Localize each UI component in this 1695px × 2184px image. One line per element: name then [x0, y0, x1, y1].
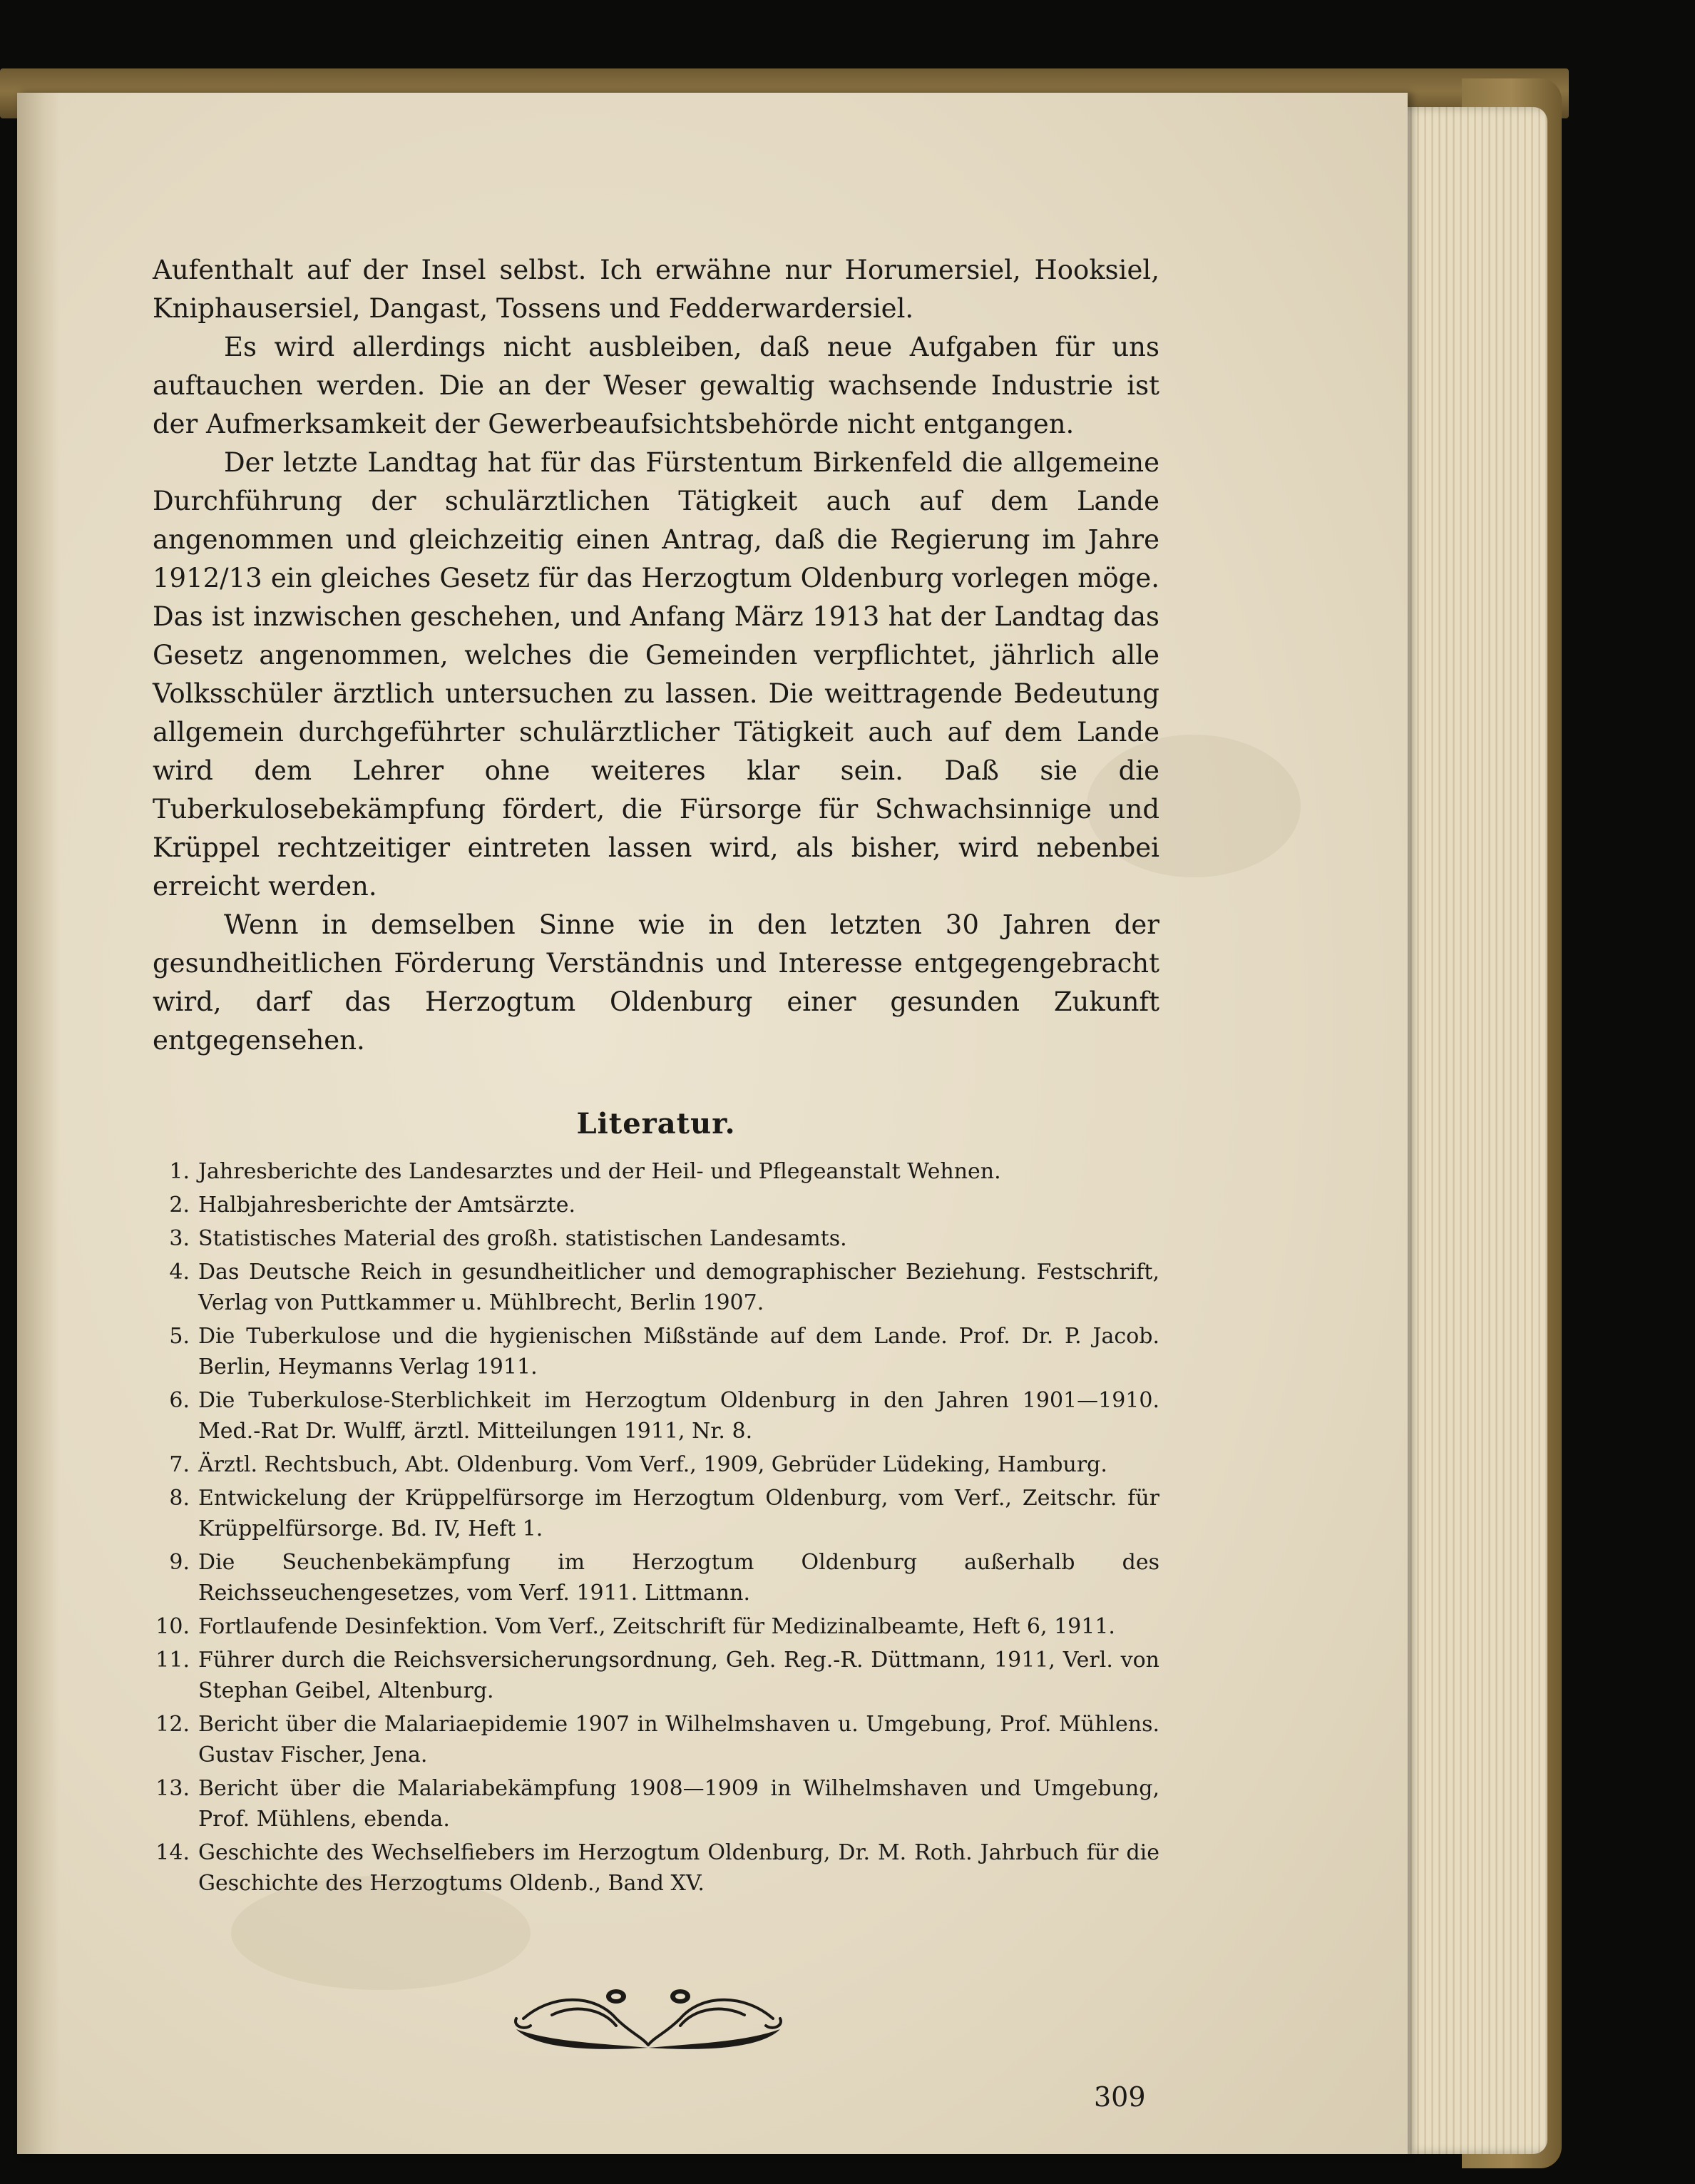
page-gutter: [17, 93, 60, 2154]
item-number: 5.: [169, 1324, 190, 1349]
book-page: [17, 93, 1408, 2154]
item-text: Statistisches Material des großh. statistischen Landesamts.: [198, 1226, 847, 1251]
item-text: Bericht über die Malariabekämpfung 1908—1909 in Wilhelmshaven und Umgebung, Prof. Mühlens, ebenda.: [198, 1776, 1159, 1832]
paragraph: Es wird allerdings nicht ausbleiben, daß neue Aufgaben für uns auftauchen werden. Die an der Weser gewaltig wachsende Industrie ist der Aufmerksamkeit der Gewerbeaufsichtsbehörde nicht entgangen.: [153, 332, 1159, 439]
list-item: [153, 1385, 1159, 1446]
item-number: 8.: [169, 1486, 190, 1511]
decorative-ornament-icon: [509, 1986, 787, 2051]
item-text: Das Deutsche Reich in gesundheitlicher und demographischer Beziehung. Festschrift, Verlag von Puttkammer u. Mühlbrecht, Berlin 1907.: [198, 1260, 1159, 1315]
item-number: 2.: [169, 1193, 190, 1218]
item-text: Entwickelung der Krüppelfürsorge im Herzogtum Oldenburg, vom Verf., Zeitschr. für Krüppelfürsorge. Bd. IV, Heft 1.: [198, 1486, 1159, 1541]
item-text: Die Tuberkulose und die hygienischen Mißstände auf dem Lande. Prof. Dr. P. Jacob. Berlin, Heymanns Verlag 1911.: [198, 1324, 1159, 1379]
item-number: 6.: [169, 1388, 190, 1413]
item-text: Fortlaufende Desinfektion. Vom Verf., Zeitschrift für Medizinalbeamte, Heft 6, 1911.: [198, 1614, 1115, 1639]
item-number: 13.: [155, 1776, 190, 1801]
list-item: [153, 1449, 1159, 1480]
item-text: Geschichte des Wechselfiebers im Herzogtum Oldenburg, Dr. M. Roth. Jahrbuch für die Geschichte des Herzogtums Oldenb., Band XV.: [198, 1840, 1159, 1896]
list-item: [153, 1611, 1159, 1642]
list-item: [153, 1709, 1159, 1770]
item-number: 12.: [155, 1712, 190, 1737]
item-number: 4.: [169, 1260, 190, 1285]
list-item: [153, 1257, 1159, 1318]
item-text: Halbjahresberichte der Amtsärzte.: [198, 1193, 575, 1218]
item-text: Ärztl. Rechtsbuch, Abt. Oldenburg. Vom Verf., 1909, Gebrüder Lüdeking, Hamburg.: [198, 1452, 1107, 1477]
item-number: 11.: [155, 1648, 190, 1673]
literature-list: [153, 1156, 1159, 1899]
list-item: [153, 1223, 1159, 1254]
item-text: Bericht über die Malariaepidemie 1907 in Wilhelmshaven u. Umgebung, Prof. Mühlens. Gustav Fischer, Jena.: [198, 1712, 1159, 1767]
list-item: [153, 1483, 1159, 1544]
list-item: [153, 1773, 1159, 1835]
list-item: [153, 1321, 1159, 1382]
page-number: 309: [1094, 2081, 1146, 2113]
item-text: Führer durch die Reichsversicherungsordnung, Geh. Reg.-R. Düttmann, 1911, Verl. von Stephan Geibel, Altenburg.: [198, 1648, 1159, 1703]
item-number: 7.: [169, 1452, 190, 1477]
page-edges-stack: [1391, 107, 1547, 2154]
item-text: Die Seuchenbekämpfung im Herzogtum Oldenburg außerhalb des Reichsseuchengesetzes, vom Verf. 1911. Littmann.: [198, 1550, 1159, 1606]
item-number: 10.: [155, 1614, 190, 1639]
item-number: 1.: [169, 1159, 190, 1184]
list-item: [153, 1837, 1159, 1899]
item-number: 3.: [169, 1226, 190, 1251]
paragraph: Aufenthalt auf der Insel selbst. Ich erwähne nur Horumersiel, Hooksiel, Kniphausersiel, Dangast, Tossens und Fedderwardersiel.: [153, 255, 1159, 324]
item-number: 14.: [155, 1840, 190, 1865]
list-item: [153, 1645, 1159, 1706]
literature-heading: Literatur.: [576, 1107, 736, 1141]
list-item: [153, 1190, 1159, 1220]
list-item: [153, 1547, 1159, 1608]
item-number: 9.: [169, 1550, 190, 1575]
paragraph: Der letzte Landtag hat für das Fürstentum Birkenfeld die allgemeine Durchführung der schulärztlichen Tätigkeit auch auf dem Lande angenommen und gleichzeitig einen Antrag, daß die Regierung im Jahre 1912/13 ein gleiches Gesetz für das Herzogtum Oldenburg vorlegen möge. Das ist inzwischen geschehen, und Anfang März 1913 hat der Landtag das Gesetz angenommen, welches die Gemeinden verpflichtet, jährlich alle Volksschüler ärztlich untersuchen zu lassen. Die weittragende Bedeutung allgemein durchgeführter schulärztlicher Tätigkeit auch auf dem Lande wird dem Lehrer ohne weiteres klar sein. Daß sie die Tuberkulosebekämpfung fördert, die Fürsorge für Schwachsinnige und Krüppel rechtzeitiger eintreten lassen wird, als bisher, wird nebenbei erreicht werden.: [153, 447, 1159, 902]
item-text: Die Tuberkulose-Sterblichkeit im Herzogtum Oldenburg in den Jahren 1901—1910. Med.-Rat Dr. Wulff, ärztl. Mitteilungen 1911, Nr. 8.: [198, 1388, 1159, 1444]
item-text: Jahresberichte des Landesarztes und der Heil- und Pflegeanstalt Wehnen.: [198, 1159, 1001, 1184]
list-item: [153, 1156, 1159, 1187]
body-text: [153, 251, 1159, 1902]
paragraph: Wenn in demselben Sinne wie in den letzten 30 Jahren der gesundheitlichen Förderung Verständnis und Interesse entgegengebracht wird, darf das Herzogtum Oldenburg einer gesunden Zukunft entgegensehen.: [153, 909, 1159, 1056]
